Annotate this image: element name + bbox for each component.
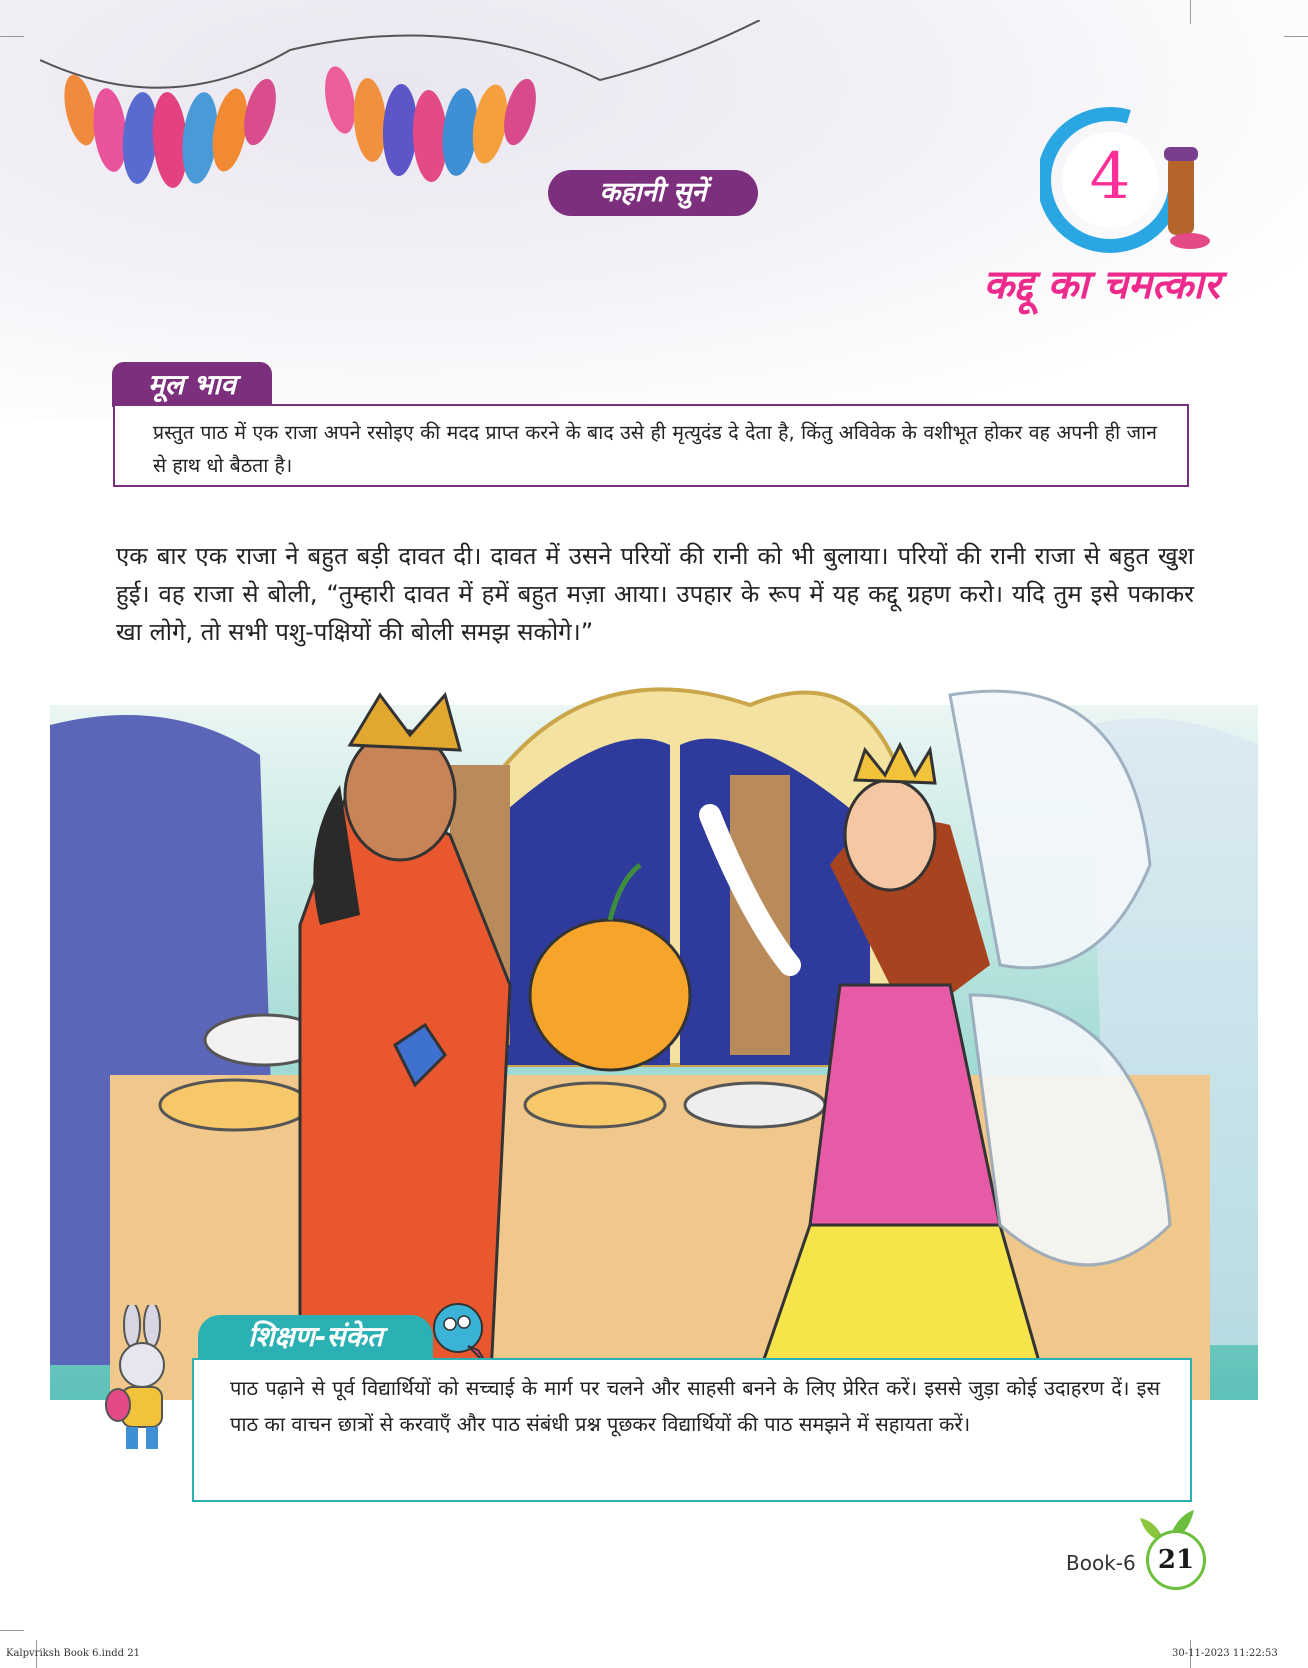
crop-mark [1190, 0, 1191, 24]
king-fairy-pumpkin-illustration [50, 665, 1258, 1400]
page-number: 21 [1157, 1545, 1195, 1575]
print-timestamp: 30-11-2023 11:22:53 [1172, 1648, 1278, 1659]
bunny-mascot-icon [100, 1305, 180, 1455]
listen-story-badge: कहानी सुनें [548, 170, 758, 216]
chapter-title: कद्दू का चमत्कार [983, 262, 1220, 308]
teaching-note-text: पाठ पढ़ाने से पूर्व विद्यार्थियों को सच्चाई के मार्ग पर चलने और साहसी बनने के लिए प्रेरित करें। इससे जुड़ा कोई उदाहरण दें। इस पाठ का वाचन छात्रों से करवाएँ और पाठ संबंधी प्रश्न पूछकर विद्यार्थियों की पाठ समझने में सहायता करें। [230, 1376, 1160, 1436]
file-info: Kalpvriksh Book 6.indd 21 [6, 1648, 140, 1659]
theme-text: प्रस्तुत पाठ में एक राजा अपने रसोइए की मदद प्राप्त करने के बाद उसे ही मृत्युदंड दे देता है, किंतु अविवेक के वशीभूत होकर वह अपनी ही जान से हाथ धो बैठता है। [153, 421, 1157, 477]
crop-mark [1284, 36, 1308, 37]
theme-label: मूल भाव [112, 362, 272, 407]
teaching-note-box [192, 1358, 1192, 1502]
chapter-number: 4 [1089, 140, 1131, 214]
story-paragraph: एक बार एक राजा ने बहुत बड़ी दावत दी। दावत में उसने परियों की रानी को भी बुलाया। परियों की रानी राजा से बहुत खुश हुई। वह राजा से बोली, “तुम्हारी दावत में हमें बहुत मज़ा आया। उपहार के रूप में यह कद्दू ग्रहण करो। यदि तुम इसे पकाकर खा लोगे, तो सभी पशु-पक्षियों की बोली समझ सकोगे।” [116, 542, 1194, 646]
book-label: Book-6 [1066, 1551, 1136, 1575]
theme-box [113, 404, 1189, 487]
teaching-note-label: शिक्षण-संकेत [198, 1315, 433, 1359]
crop-mark [0, 36, 24, 37]
crop-mark [0, 1630, 24, 1631]
